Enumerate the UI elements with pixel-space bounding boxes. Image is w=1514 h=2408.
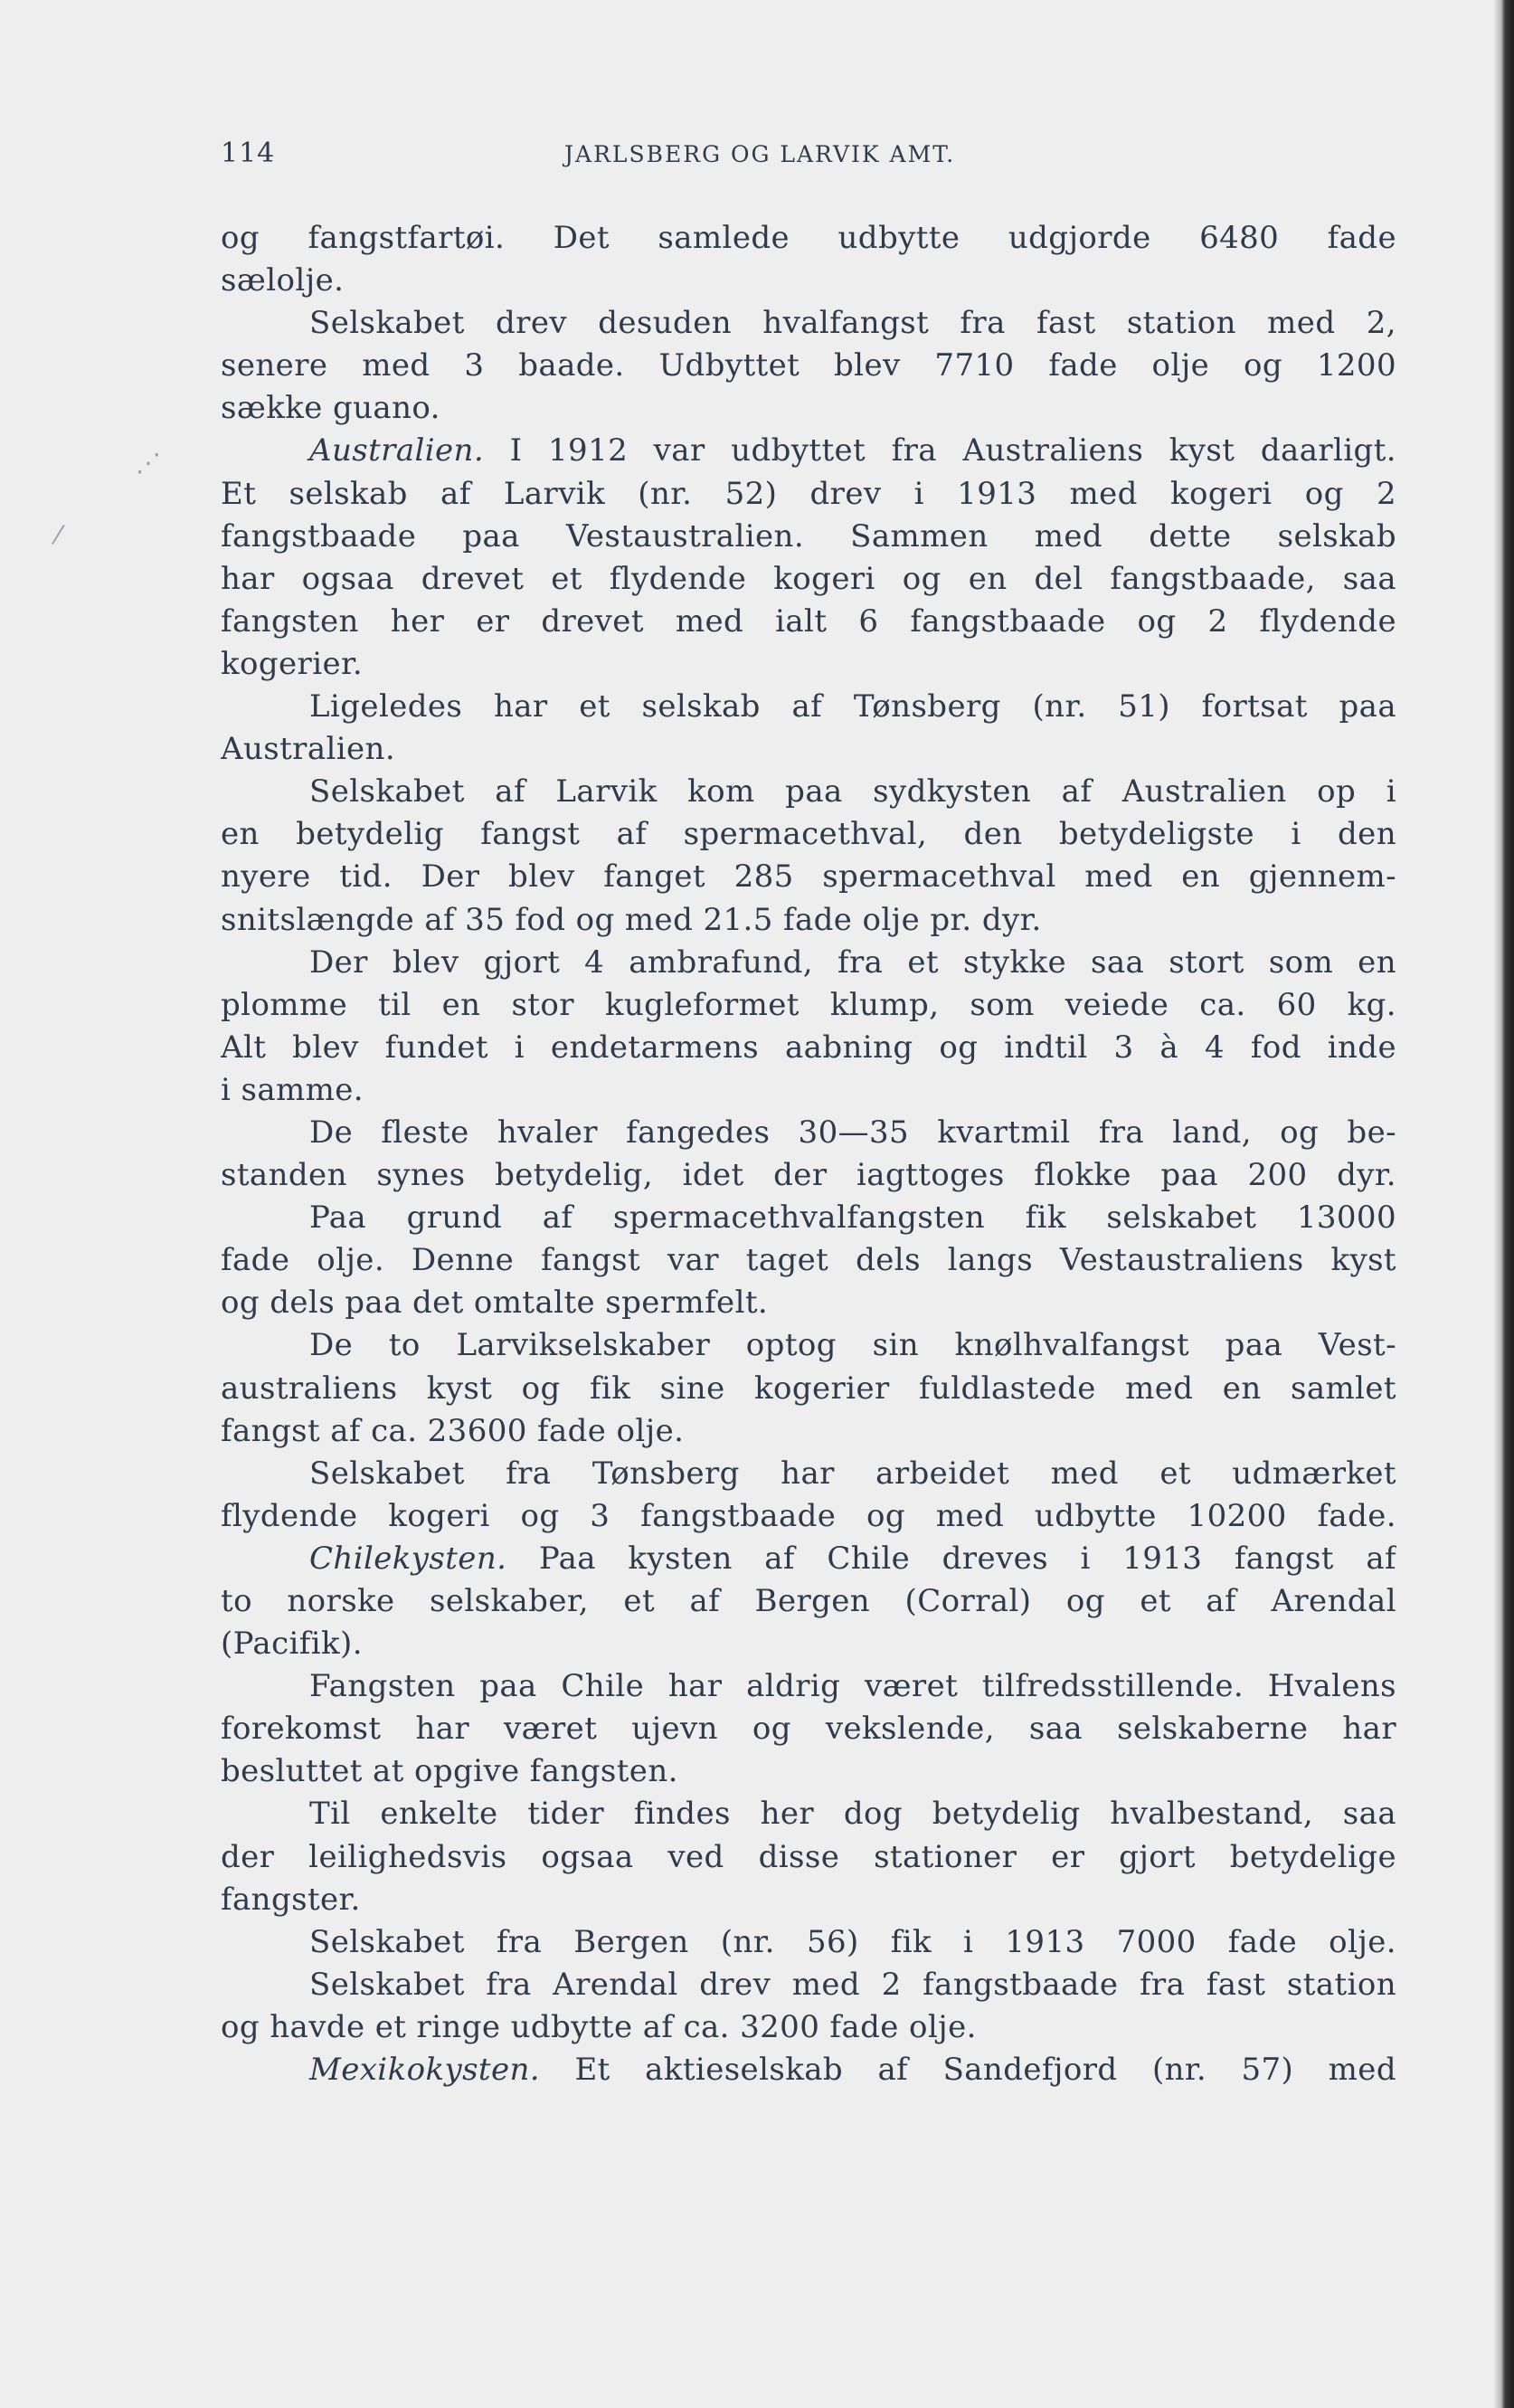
line-text: senere med 3 baade. Udbyttet blev 7710 fade olje og 1200 [221,347,1396,384]
text-line [221,1665,1396,1708]
line-text: australiens kyst og fik sine kogerier fuldlastede med en samlet [221,1370,1396,1407]
line-text: Paa kysten af Chile dreves i 1913 fangst af [506,1540,1396,1577]
line-text: kogerier. [221,645,364,682]
text-line [221,1239,1396,1282]
section-heading: Mexikokysten. [309,2052,541,2089]
page-number: 114 [221,137,276,169]
line-text: plomme til en stor kugleformet klump, som veiede ca. 60 kg. [221,986,1396,1023]
page-edge-shadow [1494,0,1514,2408]
line-text: Australien. [221,731,396,768]
line-text: har ogsaa drevet et flydende kogeri og en del fangstbaade, saa [221,560,1396,597]
text-line [221,813,1396,856]
text-line [221,2006,1396,2049]
line-text: og havde et ringe udbytte af ca. 3200 fade olje. [221,2008,977,2045]
text-line [221,643,1396,686]
text-line [221,2049,1396,2091]
text-line [221,728,1396,771]
line-text: i samme. [221,1071,364,1108]
text-line [221,1538,1396,1580]
line-text: Paa grund af spermacethvalfangsten fik selskabet 13000 [309,1199,1396,1237]
line-text: sælolje. [221,262,345,299]
line-text: (Pacifik). [221,1626,363,1663]
text-line [221,1879,1396,1921]
text-line [221,1921,1396,1964]
text-line [221,260,1396,302]
text-line [221,771,1396,813]
text-line [221,856,1396,898]
text-line [221,1580,1396,1623]
line-text: fade olje. Denne fangst var taget dels langs Vestaustraliens kyst [221,1242,1396,1279]
text-line [221,1368,1396,1410]
text-line [221,1495,1396,1538]
section-heading: Australien. [309,432,485,469]
line-text: Til enkelte tider findes her dog betydelig hvalbestand, saa [309,1796,1396,1833]
text-line [221,1623,1396,1665]
text-line [221,1964,1396,2006]
line-text: forekomst har været ujevn og vekslende, saa selskaberne har [221,1711,1396,1748]
text-line [221,1112,1396,1154]
line-text: Et selskab af Larvik (nr. 52) drev i 1913 med kogeri og 2 [221,475,1396,512]
line-text: flydende kogeri og 3 fangstbaade og med udbytte 10200 fade. [221,1497,1396,1534]
line-text: Selskabet drev desuden hvalfangst fra fast station med 2, [309,305,1396,342]
line-text: standen synes betydelig, idet der iagttoges flokke paa 200 dyr. [221,1157,1396,1194]
line-text: Fangsten paa Chile har aldrig været tilfredsstillende. Hvalens [309,1668,1396,1705]
line-text: to norske selskaber, et af Bergen (Corral) og et af Arendal [221,1583,1396,1619]
margin-mark: ⁄ [56,520,61,550]
text-line [221,899,1396,942]
text-line [221,516,1396,558]
text-line [221,430,1396,472]
text-line [221,1750,1396,1793]
text-line [221,1324,1396,1367]
line-text: fangster. [221,1881,361,1918]
text-line [221,1410,1396,1453]
page-header [221,137,1396,174]
text-line [221,217,1396,260]
line-text: fangsten her er drevet med ialt 6 fangstbaade og 2 flydende [221,602,1396,640]
line-text: fangst af ca. 23600 fade olje. [221,1412,685,1449]
body-text [221,217,1396,2091]
text-line [221,1069,1396,1112]
line-text: en betydelig fangst af spermacethval, den betydeligste i den [221,816,1396,853]
text-line [221,1793,1396,1835]
line-text: sække guano. [221,390,440,427]
text-line [221,558,1396,601]
text-line [221,984,1396,1027]
text-line [221,1027,1396,1069]
text-line [221,1282,1396,1324]
text-line [221,1453,1396,1495]
text-line [221,345,1396,387]
text-line [221,942,1396,984]
running-head: JARLSBERG OG LARVIK AMT. [564,141,956,167]
line-text: besluttet at opgive fangsten. [221,1753,678,1790]
text-line [221,473,1396,516]
line-text: snitslængde af 35 fod og med 21.5 fade olje pr. dyr. [221,901,1042,938]
line-text: Der blev gjort 4 ambrafund, fra et stykke saa stort som en [309,943,1396,981]
margin-mark: ⋰ [136,448,161,478]
text-line [221,1197,1396,1239]
line-text: Selskabet af Larvik kom paa sydkysten af Australien op i [309,773,1396,811]
line-text: og dels paa det omtalte spermfelt. [221,1285,769,1322]
text-line [221,387,1396,430]
line-text: De fleste hvaler fangedes 30—35 kvartmil fra land, og be- [309,1114,1396,1151]
line-text: De to Larvikselskaber optog sin knølhvalfangst paa Vest- [309,1327,1396,1364]
line-text: Et aktieselskab af Sandefjord (nr. 57) med [540,2052,1396,2089]
line-text: nyere tid. Der blev fanget 285 spermacethval med en gjennem- [221,858,1396,896]
line-text: fangstbaade paa Vestaustralien. Sammen med dette selskab [221,517,1396,555]
text-line [221,1708,1396,1750]
line-text: Selskabet fra Tønsberg har arbeidet med et udmærket [309,1455,1396,1492]
text-line [221,302,1396,345]
line-text: Alt blev fundet i endetarmens aabning og indtil 3 à 4 fod inde [221,1029,1396,1066]
line-text: I 1912 var udbyttet fra Australiens kyst daarligt. [484,432,1396,469]
line-text: Selskabet fra Arendal drev med 2 fangstbaade fra fast station [309,1966,1396,2003]
text-line [221,1154,1396,1197]
line-text: Ligeledes har et selskab af Tønsberg (nr. 51) fortsat paa [309,688,1396,725]
line-text: og fangstfartøi. Det samlede udbytte udgjorde 6480 fade [221,220,1396,256]
line-text: der leilighedsvis ogsaa ved disse stationer er gjort betydelige [221,1838,1396,1875]
text-line [221,686,1396,728]
text-line [221,601,1396,643]
section-heading: Chilekysten. [309,1540,507,1577]
line-text: Selskabet fra Bergen (nr. 56) fik i 1913 7000 fade olje. [309,1923,1396,1960]
text-line [221,1836,1396,1879]
